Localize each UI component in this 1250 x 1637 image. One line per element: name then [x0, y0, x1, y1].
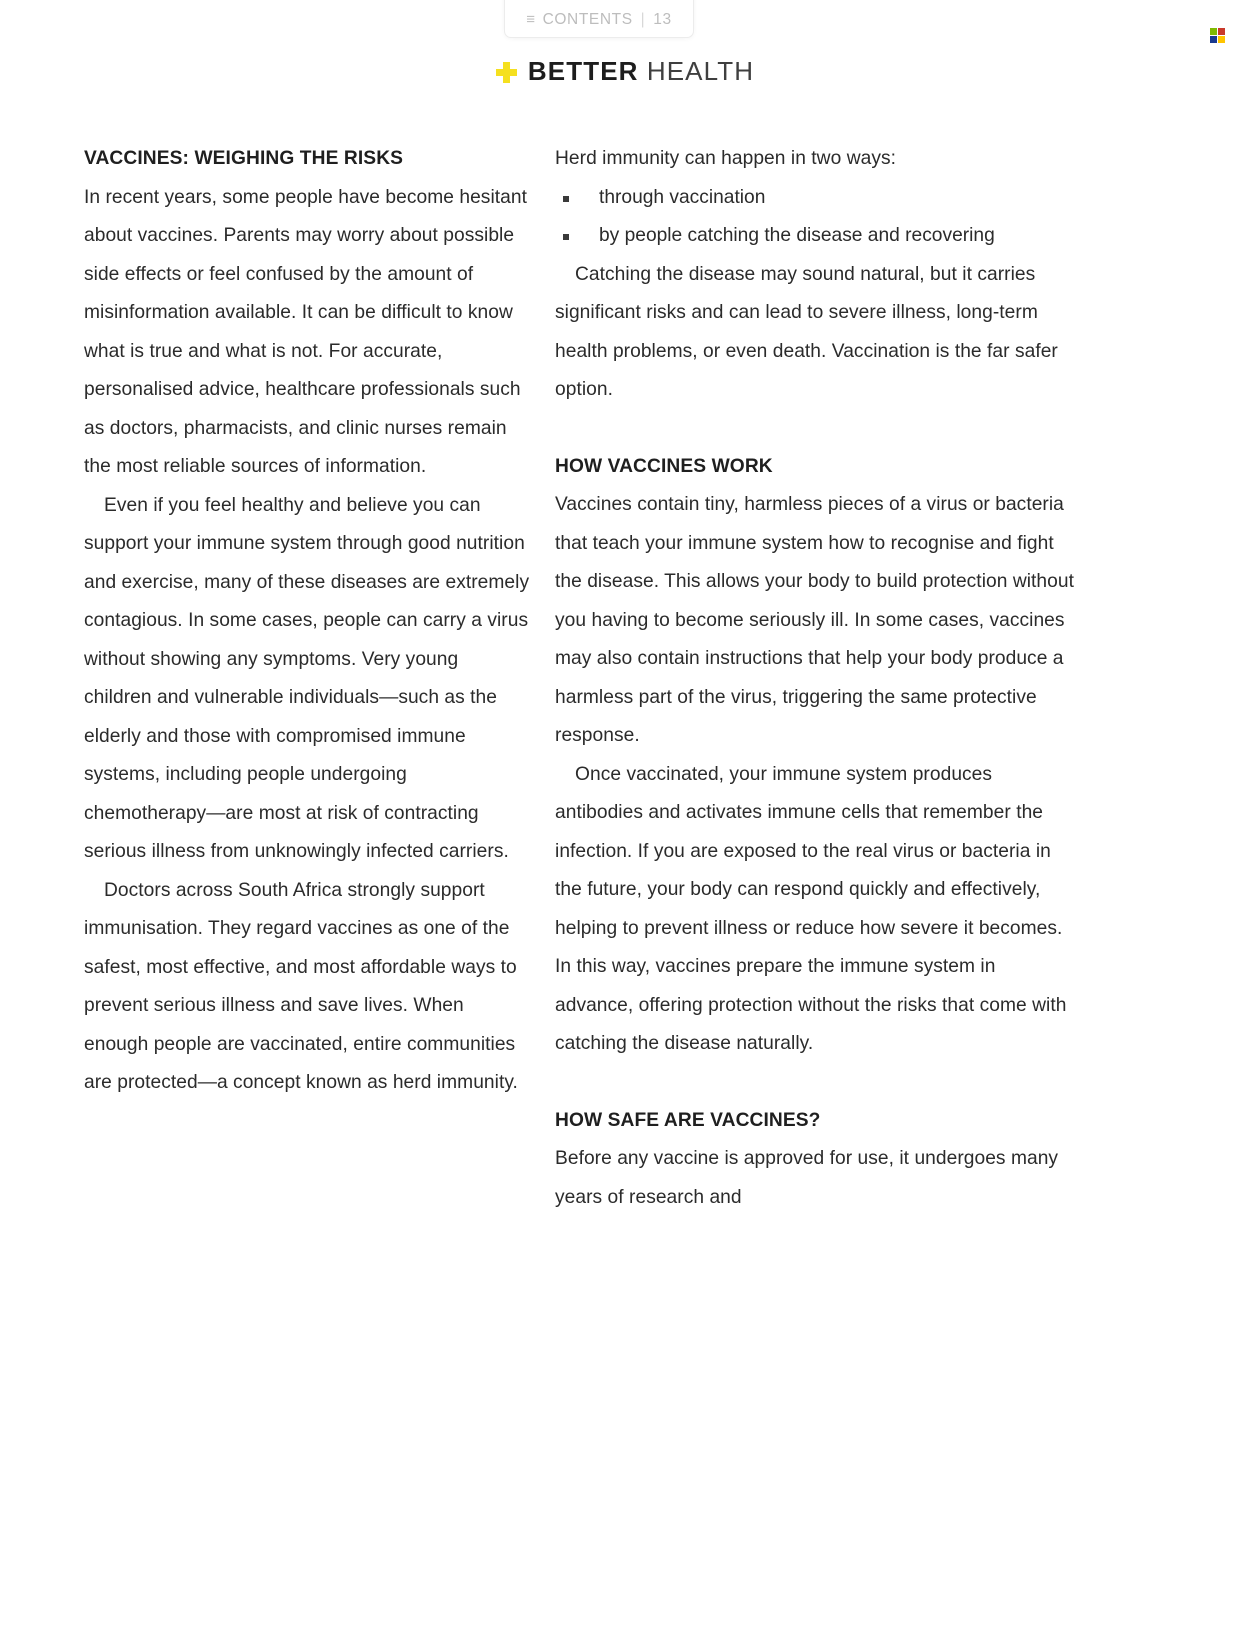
right-paragraph-3: Once vaccinated, your immune system produces antibodies and activates immune cells that remember the infection. If you are exposed to the real virus or bacteria in the future, your body can respond quickly and effectively, helping to prevent illness or reduce how severe it becomes. In this way, vaccines prepare the immune system in advance, offering protection without the risks that come with catching the disease naturally.: [555, 763, 1067, 1054]
list-item-label: through vaccination: [599, 186, 766, 208]
masthead: [0, 58, 1250, 84]
list-item: [555, 179, 1075, 218]
contents-label: CONTENTS: [542, 11, 633, 28]
list-item: [555, 217, 1075, 256]
left-column: [84, 140, 530, 1217]
brand-light-word: [639, 56, 647, 86]
square-bullet-icon: [563, 196, 569, 202]
logo-square-yellow: [1218, 36, 1225, 43]
herd-immunity-intro: Herd immunity can happen in two ways:: [555, 148, 896, 169]
right-paragraph-4: Before any vaccine is approved for use, it undergoes many years of research and: [555, 1148, 1059, 1208]
right-heading-how-vaccines-work: HOW VACCINES WORK: [555, 455, 773, 477]
article-columns: [0, 140, 1250, 1217]
right-paragraph-2: Vaccines contain tiny, harmless pieces of a virus or bacteria that teach your immune system how to recognise and fight the disease. This allows your body to build protection without you having to become seriously ill. In some cases, vaccines may also contain instructions that help your body produce a harmless part of the virus, triggering the same protective response.: [555, 494, 1074, 746]
right-paragraph-1: Catching the disease may sound natural, but it carries significant risks and can lead to severe illness, long-term health problems, or even death. Vaccination is the far safer option.: [555, 263, 1058, 400]
contents-separator: |: [640, 11, 646, 28]
section-spacer: [555, 410, 1075, 448]
microsoft-logo-icon[interactable]: [1210, 28, 1225, 43]
contents-tab[interactable]: [504, 0, 694, 38]
right-heading-how-safe-are-vaccines: HOW SAFE ARE VACCINES?: [555, 1109, 821, 1131]
contents-tab-inner: [526, 11, 672, 29]
hamburger-icon[interactable]: ≡: [526, 10, 536, 28]
square-bullet-icon: [563, 234, 569, 240]
left-paragraph-2: Even if you feel healthy and believe you can support your immune system through good nutrition and exercise, many of these diseases are extremely contagious. In some cases, people can carry a virus without showing any symptoms. Very young children and vulnerable individuals—such as the elderly and those with compromised immune systems, including people undergoing chemotherapy—are most at risk of contracting serious illness from unknowingly infected carriers.: [84, 494, 530, 862]
left-heading: VACCINES: WEIGHING THE RISKS: [84, 148, 404, 169]
yellow-cross-icon: [496, 62, 517, 83]
page-number: 13: [653, 11, 672, 28]
section-spacer-2: [555, 1064, 1075, 1102]
brand-light-text: HEALTH: [646, 56, 755, 86]
left-paragraph-1: In recent years, some people have become hesitant about vaccines. Parents may worry about possible side effects or feel confused by the amount of misinformation available. It can be difficult to know what is true and what is not. For accurate, personalised advice, healthcare professionals such as doctors, pharmacists, and clinic nurses remain the most reliable sources of information.: [84, 186, 527, 477]
logo-square-blue: [1210, 36, 1217, 43]
brand-title: [528, 58, 754, 84]
left-paragraph-3: Doctors across South Africa strongly support immunisation. They regard vaccines as one of the safest, most effective, and most affordable ways to prevent serious illness and save lives. When enough people are vaccinated, entire communities are protected—a concept known as herd immunity.: [84, 879, 518, 1093]
herd-immunity-list: [555, 179, 1075, 256]
right-column: [555, 140, 1075, 1217]
brand-bold-word: BETTER: [527, 56, 639, 86]
list-item-label: by people catching the disease and recovering: [599, 225, 995, 246]
logo-square-green: [1210, 28, 1217, 35]
logo-square-red: [1218, 28, 1225, 35]
